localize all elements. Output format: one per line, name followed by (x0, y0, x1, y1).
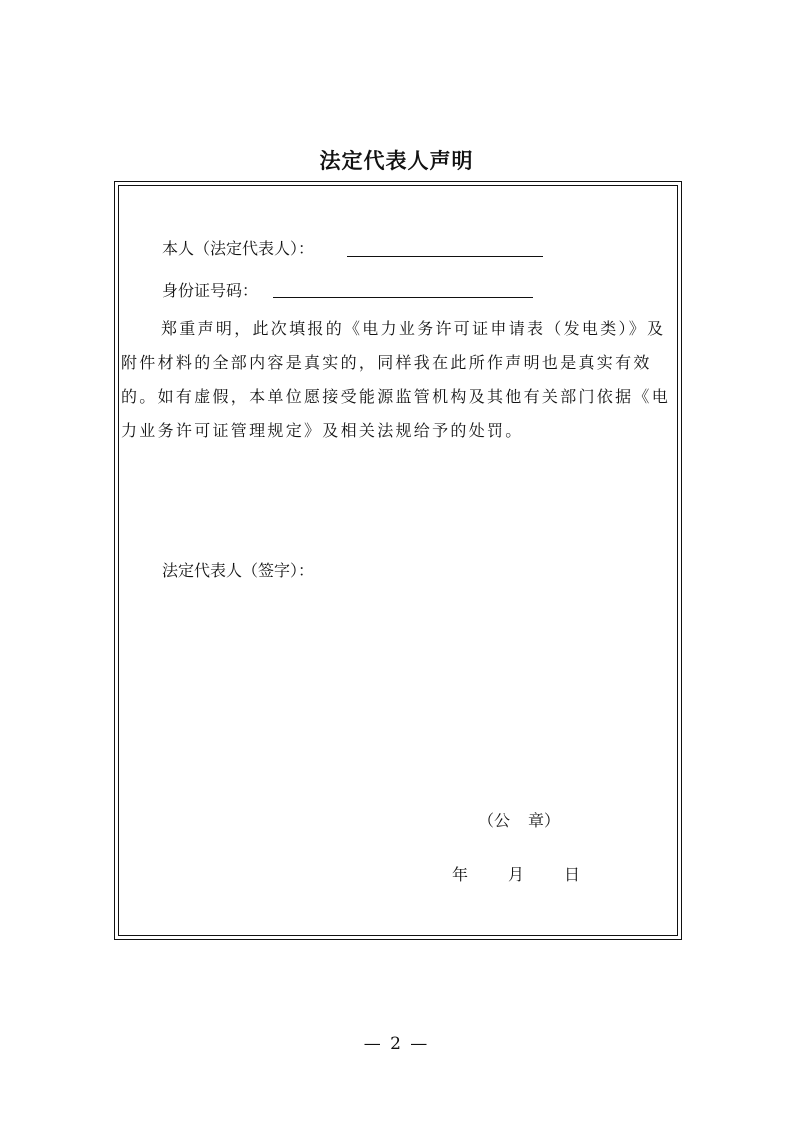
page-number: — 2 — (363, 1034, 430, 1054)
official-seal-label (478, 808, 560, 831)
representative-label: 本人（法定代表人）： (162, 239, 315, 258)
date-year: 年 (452, 865, 469, 884)
id-number-blank[interactable] (273, 297, 533, 298)
date-month: 月 (508, 865, 525, 884)
date-day: 日 (564, 865, 581, 884)
declaration-paragraph (121, 312, 677, 448)
id-number-label: 身份证号码： (162, 281, 259, 300)
seal-open: （公 (478, 811, 511, 830)
seal-close: 章） (528, 811, 561, 830)
representative-blank[interactable] (347, 256, 543, 257)
page-title: 法定代表人声明 (319, 149, 474, 173)
signature-label: 法定代表人（签字）： (162, 561, 315, 580)
date-line (452, 862, 580, 885)
declaration-text: 郑重声明，此次填报的《电力业务许可证申请表（发电类）》及附件材料的全部内容是真实的，同样我在此所作声明也是真实有效的。如有虚假，本单位愿接受能源监管机构及其他有关部门依据《电力业务许可证管理规定》及相关法规给予的处罚。 (121, 319, 671, 440)
